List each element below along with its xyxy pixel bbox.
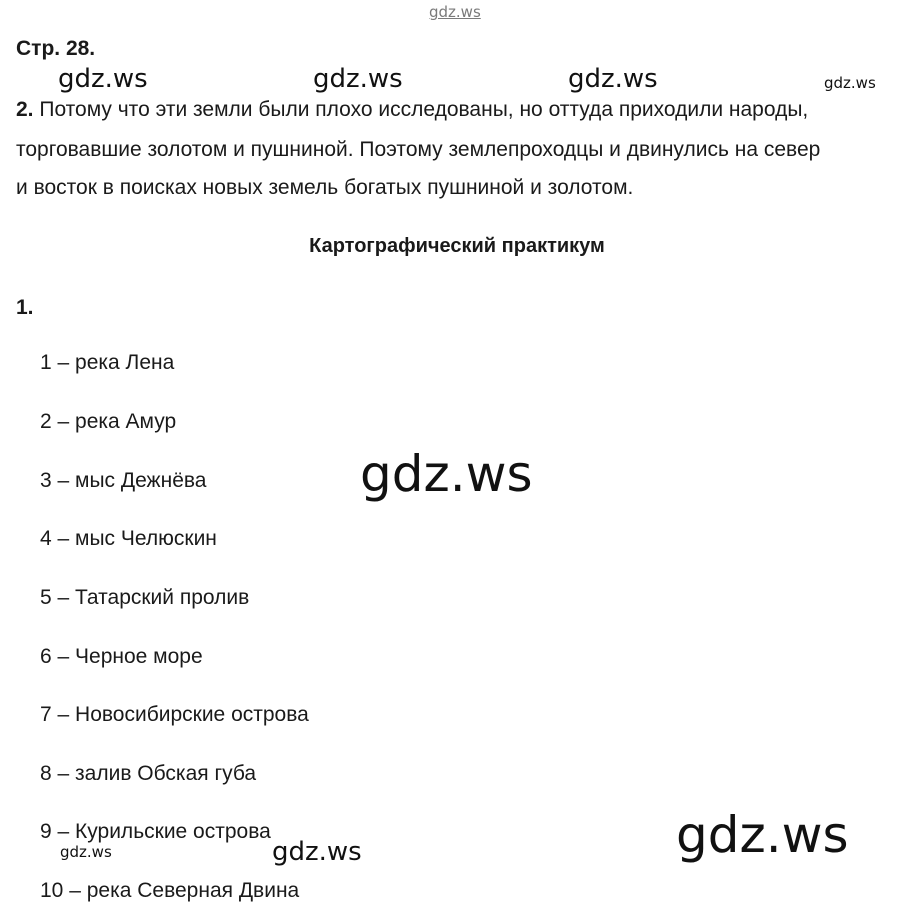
answer-2-line-3: и восток в поисках новых земель богатых пушниной и золотом. — [16, 176, 634, 199]
map-item-2: 2 – река Амур — [40, 410, 177, 433]
answer-2-number: 2. — [16, 98, 34, 121]
map-item-8: 8 – залив Обская губа — [40, 762, 257, 785]
answer-2-line-1 — [16, 98, 808, 122]
answer-2-line-2: торговавшие золотом и пушниной. Поэтому землепроходцы и двинулись на север — [16, 138, 821, 161]
watermark-bottom-mid: gdz.ws — [272, 837, 362, 867]
answer-2-text-1: Потому что эти земли были плохо исследованы, но оттуда приходили народы, — [39, 98, 809, 121]
section-title: Картографический практикум — [309, 235, 605, 257]
watermark-1: gdz.ws — [58, 64, 148, 94]
map-item-10: 10 – река Северная Двина — [40, 879, 300, 902]
map-item-1: 1 – река Лена — [40, 351, 175, 374]
watermark-top: gdz.ws — [429, 3, 481, 21]
map-item-4: 4 – мыс Челюскин — [40, 527, 217, 550]
map-item-6: 6 – Черное море — [40, 645, 203, 668]
watermark-corner: gdz.ws — [824, 74, 876, 92]
watermark-3: gdz.ws — [568, 64, 658, 94]
task-number: 1. — [16, 296, 34, 319]
map-item-5: 5 – Татарский пролив — [40, 586, 250, 609]
watermark-bottom-small: gdz.ws — [60, 843, 112, 861]
watermark-center: gdz.ws — [360, 445, 533, 503]
page-reference: Стр. 28. — [16, 37, 96, 60]
map-item-3: 3 – мыс Дежнёва — [40, 469, 207, 492]
watermark-2: gdz.ws — [313, 64, 403, 94]
map-item-9: 9 – Курильские острова — [40, 820, 271, 843]
map-item-7: 7 – Новосибирские острова — [40, 703, 309, 726]
watermark-bottom-big: gdz.ws — [676, 806, 849, 864]
